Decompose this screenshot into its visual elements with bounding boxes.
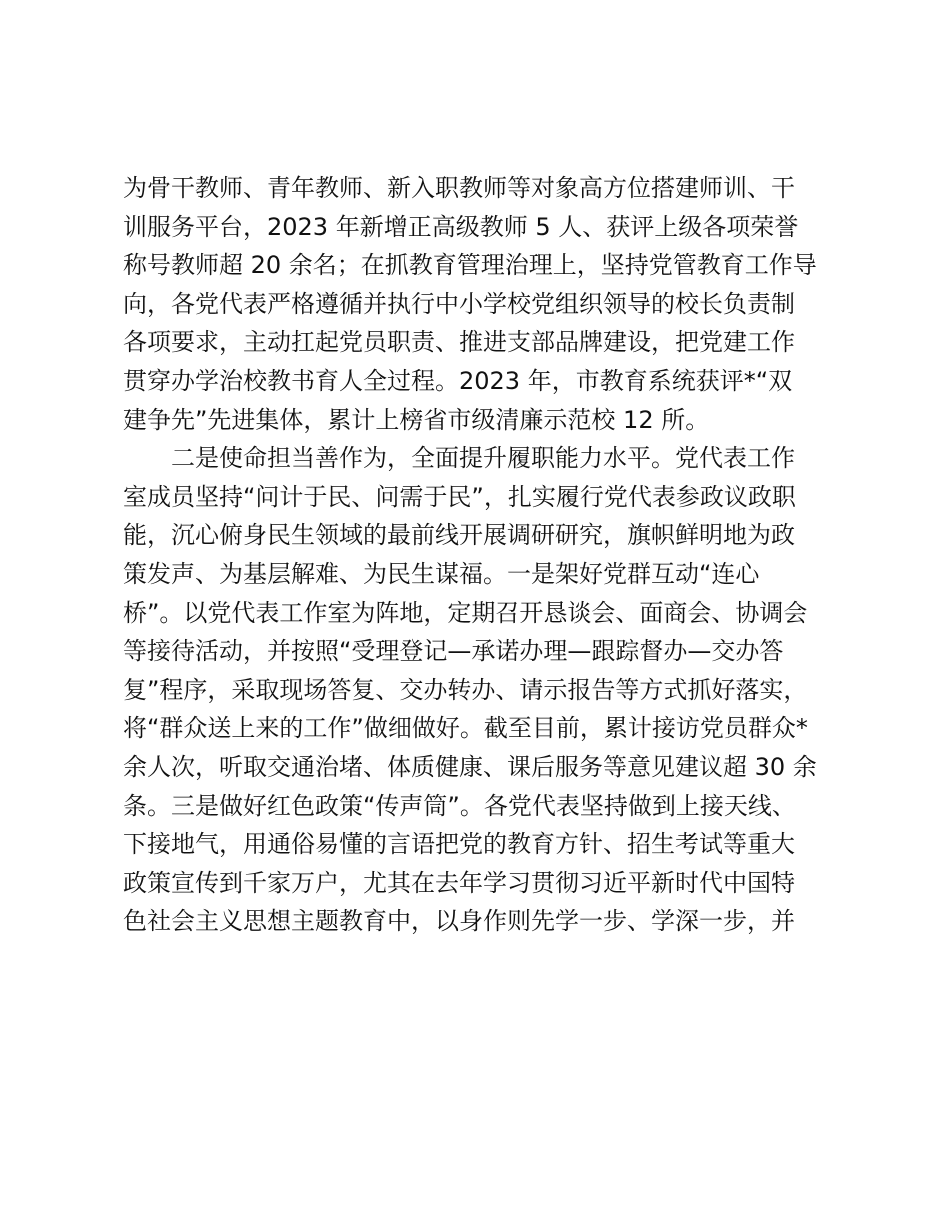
text-line: 室成员坚持“问计于民、问需于民”，扎实履行党代表参政议政职 xyxy=(123,482,796,511)
text-line: 能，沉心俯身民生领域的最前线开展调研研究，旗帜鲜明地为政 xyxy=(123,521,795,550)
text-line: 各项要求，主动扛起党员职责、推进支部品牌建设，把党建工作 xyxy=(123,328,795,357)
text-line: 策发声、为基层解难、为民生谋福。一是架好党群互动“连心 xyxy=(123,559,760,588)
text-line: 复”程序，采取现场答复、交办转办、请示报告等方式抓好落实， xyxy=(123,675,808,704)
text-line: 政策宣传到千家万户，尤其在去年学习贯彻习近平新时代中国特 xyxy=(123,868,795,897)
paragraph-first-line: 二是使命担当善作为，全面提升履职能力水平。党代表工作 xyxy=(171,444,795,473)
text-line: 条。三是做好红色政策“传声筒”。各党代表坚持做到上接天线、 xyxy=(123,791,796,820)
text-line: 桥”。以党代表工作室为阵地，定期召开恳谈会、面商会、协调会 xyxy=(123,598,808,627)
text-line: 称号教师超 20 余名；在抓教育管理治理上，坚持党管教育工作导 xyxy=(123,251,817,280)
text-line: 余人次，听取交通治堵、体质健康、课后服务等意见建议超 30 余 xyxy=(123,752,817,781)
body-text xyxy=(123,169,843,941)
text-line: 向，各党代表严格遵循并执行中小学校党组织领导的校长负责制 xyxy=(123,289,795,318)
text-line: 色社会主义思想主题教育中，以身作则先学一步、学深一步，并 xyxy=(123,907,795,936)
text-line: 下接地气，用通俗易懂的言语把党的教育方针、招生考试等重大 xyxy=(123,830,795,859)
text-line: 训服务平台，2023 年新增正高级教师 5 人、获评上级各项荣誉 xyxy=(123,212,799,241)
text-line: 将“群众送上来的工作”做细做好。截至目前，累计接访党员群众* xyxy=(123,714,808,743)
text-line: 建争先”先进集体，累计上榜省市级清廉示范校 12 所。 xyxy=(123,405,710,434)
text-line: 贯穿办学治校教书育人全过程。2023 年，市教育系统获评*“双 xyxy=(123,366,793,395)
text-line: 为骨干教师、青年教师、新入职教师等对象高方位搭建师训、干 xyxy=(123,174,795,202)
text-line: 等接待活动，并按照“受理登记—承诺办理—跟踪督办—交办答 xyxy=(123,637,784,666)
